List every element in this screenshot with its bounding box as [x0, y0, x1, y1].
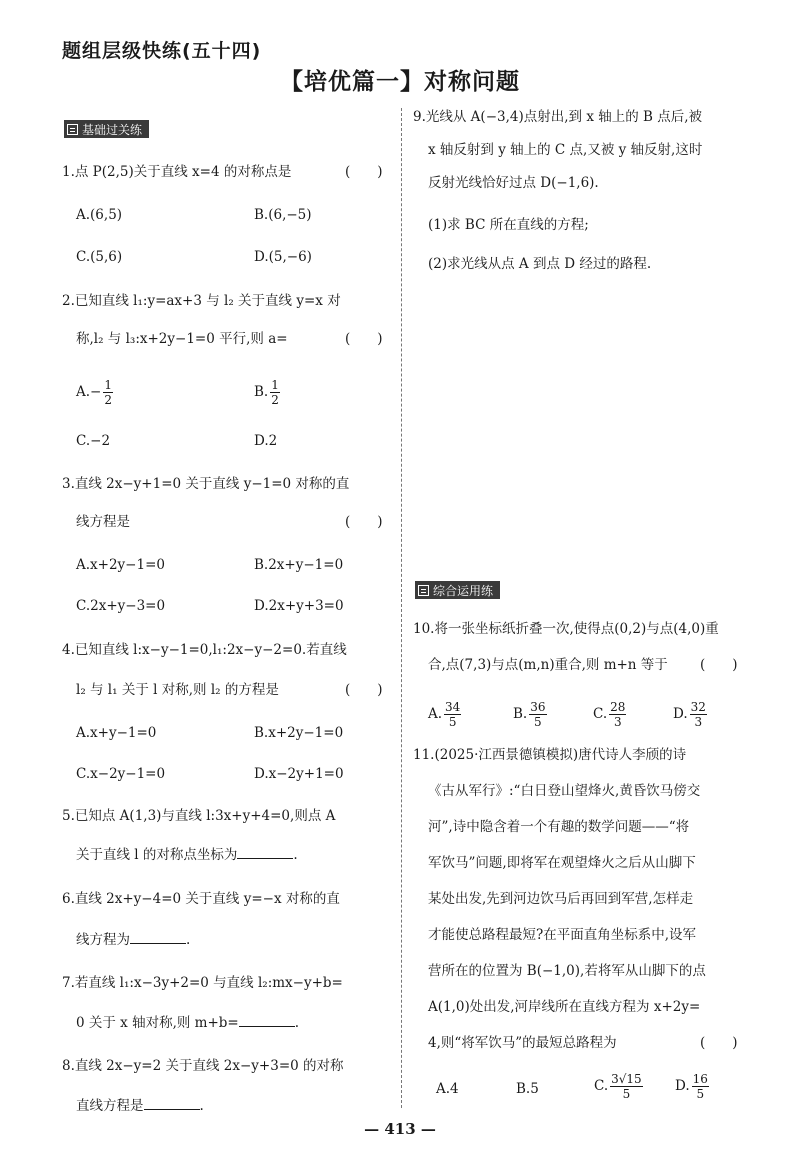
question-9-line-1: 9.光线从 A(−3,4)点射出,到 x 轴上的 B 点后,被	[413, 109, 703, 125]
option-b: B. $\frac{1}{2}$	[254, 378, 279, 407]
section-tag-basic	[64, 120, 149, 138]
answer-paren: ( )	[345, 682, 383, 698]
question-7-line-1: 7.若直线 l₁:x−3y+2=0 与直线 l₂:mx−y+b=	[62, 975, 343, 991]
option-c: C.2x+y−3=0	[76, 598, 166, 614]
question-3-line-2: 线方程是	[76, 514, 130, 530]
question-6-line-1: 6.直线 2x+y−4=0 关于直线 y=−x 对称的直	[62, 891, 340, 907]
question-11-line-7: 营所在的位置为 B(−1,0),若将军从山脚下的点	[428, 963, 706, 979]
option-d: D.(5,−6)	[254, 249, 312, 265]
question-11-line-3: 河”,诗中隐含着一个有趣的数学问题——“将	[428, 819, 690, 835]
question-7-line-2: 0 关于 x 轴对称,则 m+b= .	[76, 1015, 300, 1031]
question-5-line-2: 关于直线 l 的对称点坐标为 .	[76, 847, 298, 863]
answer-blank[interactable]	[144, 1097, 200, 1110]
section-label: 综合运用练	[433, 583, 494, 598]
option-c: C.(5,6)	[76, 249, 123, 265]
question-10-line-1: 10.将一张坐标纸折叠一次,使得点(0,2)与点(4,0)重	[413, 621, 719, 637]
option-b: B.5	[516, 1081, 539, 1097]
option-d: D. $\frac{32}{3}$	[673, 700, 706, 729]
answer-paren: ( )	[345, 164, 383, 180]
question-8-line-1: 8.直线 2x−y=2 关于直线 2x−y+3=0 的对称	[62, 1058, 344, 1074]
option-a: A.− $\frac{1}{2}$	[76, 378, 112, 407]
answer-blank[interactable]	[130, 931, 186, 944]
question-4-line-1: 4.已知直线 l:x−y−1=0,l₁:2x−y−2=0.若直线	[62, 642, 347, 658]
answer-blank[interactable]	[237, 846, 293, 859]
question-9-line-2: x 轴反射到 y 轴上的 C 点,又被 y 轴反射,这时	[428, 142, 703, 158]
option-c: C. $\frac{3√15}{5}$	[594, 1072, 642, 1101]
question-1-stem: 1.点 P(2,5)关于直线 x=4 的对称点是	[62, 164, 292, 180]
series-title: 题组层级快练(五十四)	[62, 40, 262, 62]
option-c: C.x−2y−1=0	[76, 766, 166, 782]
option-d: D.2	[254, 433, 278, 449]
question-6-line-2: 线方程为 .	[76, 932, 191, 948]
option-b: B.x+2y−1=0	[254, 725, 344, 741]
option-b: B. $\frac{36}{5}$	[513, 700, 546, 729]
question-11-line-4: 军饮马”问题,即将军在观望烽火之后从山脚下	[428, 855, 696, 871]
question-11-line-5: 某处出发,先到河边饮马后再回到军营,怎样走	[428, 891, 694, 907]
option-a: A.x+2y−1=0	[76, 557, 165, 573]
question-4-line-2: l₂ 与 l₁ 关于 l 对称,则 l₂ 的方程是	[76, 682, 279, 698]
option-b: B.(6,−5)	[254, 207, 312, 223]
option-d: D. $\frac{16}{5}$	[675, 1072, 708, 1101]
page-title: 【培优篇一】对称问题	[280, 69, 520, 95]
question-9-line-3: 反射光线恰好过点 D(−1,6).	[428, 175, 599, 191]
section-label: 基础过关练	[82, 122, 143, 137]
answer-paren: ( )	[345, 514, 383, 530]
question-9-part-2: (2)求光线从点 A 到点 D 经过的路程.	[428, 256, 652, 272]
option-a: A. $\frac{34}{5}$	[428, 700, 461, 729]
option-c: C.−2	[76, 433, 111, 449]
book-icon	[418, 585, 429, 596]
answer-paren: ( )	[700, 657, 738, 673]
page-number: — 413 —	[364, 1120, 436, 1138]
question-11-line-1: 11.(2025·江西景德镇模拟)唐代诗人李颀的诗	[413, 747, 687, 763]
question-11-line-9: 4,则“将军饮马”的最短总路程为	[428, 1035, 617, 1051]
option-a: A.x+y−1=0	[76, 725, 157, 741]
question-2-line-1: 2.已知直线 l₁:y=ax+3 与 l₂ 关于直线 y=x 对	[62, 293, 341, 309]
question-10-line-2: 合,点(7,3)与点(m,n)重合,则 m+n 等于	[428, 657, 668, 673]
book-icon	[67, 124, 78, 135]
question-11-line-6: 才能使总路程最短?在平面直角坐标系中,设军	[428, 927, 697, 943]
section-tag-comprehensive	[415, 581, 500, 599]
option-b: B.2x+y−1=0	[254, 557, 344, 573]
question-11-line-8: A(1,0)处出发,河岸线所在直线方程为 x+2y=	[428, 999, 701, 1015]
option-d: D.2x+y+3=0	[254, 598, 344, 614]
question-3-line-1: 3.直线 2x−y+1=0 关于直线 y−1=0 对称的直	[62, 476, 350, 492]
column-divider	[401, 108, 402, 1108]
option-a: A.4	[436, 1081, 459, 1097]
answer-paren: ( )	[345, 331, 383, 347]
question-8-line-2: 直线方程是 .	[76, 1098, 204, 1114]
option-c: C. $\frac{28}{3}$	[593, 700, 626, 729]
question-5-line-1: 5.已知点 A(1,3)与直线 l:3x+y+4=0,则点 A	[62, 808, 336, 824]
answer-blank[interactable]	[239, 1014, 295, 1027]
question-11-line-2: 《古从军行》:“白日登山望烽火,黄昏饮马傍交	[428, 783, 701, 799]
option-d: D.x−2y+1=0	[254, 766, 344, 782]
question-9-part-1: (1)求 BC 所在直线的方程;	[428, 217, 589, 233]
answer-paren: ( )	[700, 1035, 738, 1051]
option-a: A.(6,5)	[76, 207, 123, 223]
question-2-line-2: 称,l₂ 与 l₃:x+2y−1=0 平行,则 a=	[76, 331, 288, 347]
